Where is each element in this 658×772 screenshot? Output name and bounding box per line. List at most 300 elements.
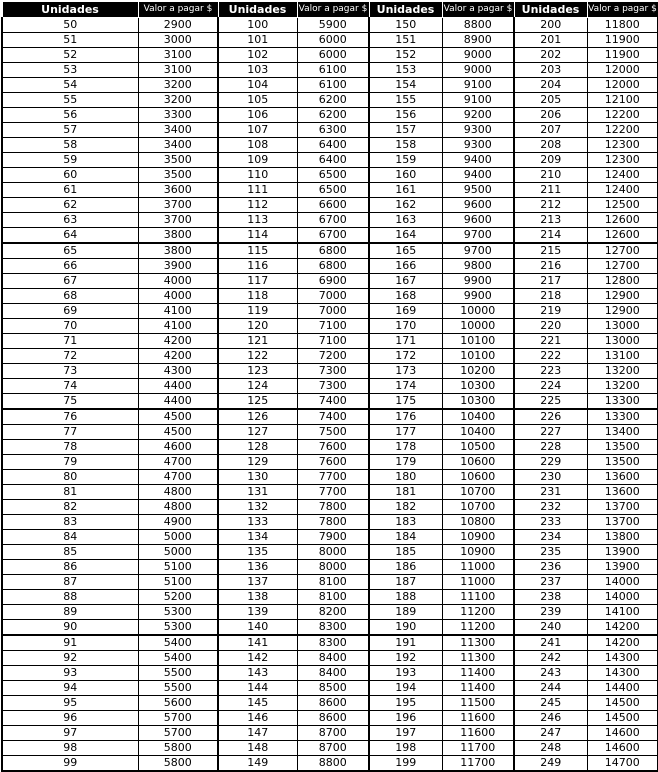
amount-cell: 14300 [587,666,658,681]
table-row [2,666,658,681]
amount-cell: 4800 [138,485,218,500]
amount-cell: 8100 [297,575,369,590]
units-cell: 81 [2,485,138,500]
amount-cell: 5500 [138,681,218,696]
units-cell: 193 [369,666,442,681]
amount-cell: 7800 [297,515,369,530]
units-cell: 54 [2,78,138,93]
units-cell: 230 [514,470,587,485]
units-cell: 118 [218,289,297,304]
amount-cell: 4400 [138,394,218,410]
amount-cell: 11700 [442,741,514,756]
table-row [2,394,658,410]
amount-cell: 10000 [442,304,514,319]
amount-cell: 12300 [587,138,658,153]
units-cell: 52 [2,48,138,63]
units-cell: 125 [218,394,297,410]
units-cell: 176 [369,409,442,425]
units-cell: 131 [218,485,297,500]
amount-cell: 10700 [442,485,514,500]
amount-cell: 12100 [587,93,658,108]
table-row [2,651,658,666]
amount-cell: 13000 [587,334,658,349]
units-cell: 66 [2,259,138,274]
units-cell: 246 [514,711,587,726]
amount-cell: 5200 [138,590,218,605]
amount-cell: 13200 [587,364,658,379]
units-cell: 63 [2,213,138,228]
units-cell: 73 [2,364,138,379]
units-cell: 111 [218,183,297,198]
amount-cell: 8000 [297,560,369,575]
amount-cell: 3400 [138,138,218,153]
units-cell: 245 [514,696,587,711]
table-row [2,635,658,651]
amount-cell: 10700 [442,500,514,515]
amount-cell: 13400 [587,425,658,440]
amount-cell: 3000 [138,33,218,48]
units-cell: 101 [218,33,297,48]
units-cell: 80 [2,470,138,485]
amount-cell: 11500 [442,696,514,711]
units-cell: 75 [2,394,138,410]
units-cell: 155 [369,93,442,108]
units-cell: 77 [2,425,138,440]
amount-cell: 10400 [442,409,514,425]
amount-cell: 12900 [587,304,658,319]
units-cell: 60 [2,168,138,183]
amount-cell: 11800 [587,18,658,33]
units-cell: 129 [218,455,297,470]
units-cell: 149 [218,756,297,772]
units-cell: 167 [369,274,442,289]
amount-cell: 7800 [297,500,369,515]
units-cell: 152 [369,48,442,63]
amount-cell: 12400 [587,183,658,198]
amount-cell: 3200 [138,78,218,93]
amount-cell: 3400 [138,123,218,138]
amount-cell: 7100 [297,334,369,349]
units-cell: 151 [369,33,442,48]
amount-cell: 6100 [297,78,369,93]
amount-cell: 7500 [297,425,369,440]
units-cell: 187 [369,575,442,590]
units-cell: 55 [2,93,138,108]
units-cell: 161 [369,183,442,198]
units-cell: 248 [514,741,587,756]
amount-cell: 5300 [138,605,218,620]
units-cell: 132 [218,500,297,515]
units-cell: 172 [369,349,442,364]
amount-cell: 14500 [587,711,658,726]
amount-cell: 10300 [442,394,514,410]
amount-cell: 3800 [138,243,218,259]
amount-cell: 8300 [297,635,369,651]
units-cell: 61 [2,183,138,198]
table-row [2,726,658,741]
amount-cell: 6400 [297,138,369,153]
table-row [2,470,658,485]
amount-cell: 7100 [297,319,369,334]
amount-cell: 6600 [297,198,369,213]
units-cell: 79 [2,455,138,470]
amount-cell: 11200 [442,605,514,620]
amount-cell: 9600 [442,213,514,228]
amount-cell: 3100 [138,63,218,78]
amount-cell: 10100 [442,334,514,349]
units-cell: 64 [2,228,138,244]
amount-cell: 3200 [138,93,218,108]
units-cell: 197 [369,726,442,741]
units-cell: 188 [369,590,442,605]
units-cell: 239 [514,605,587,620]
amount-cell: 8400 [297,651,369,666]
amount-cell: 11400 [442,681,514,696]
table-row [2,334,658,349]
units-header: Unidades [2,2,138,18]
amount-cell: 7600 [297,455,369,470]
units-cell: 243 [514,666,587,681]
units-cell: 233 [514,515,587,530]
amount-cell: 14000 [587,575,658,590]
units-cell: 62 [2,198,138,213]
amount-cell: 4900 [138,515,218,530]
table-row [2,440,658,455]
table-row [2,319,658,334]
units-cell: 209 [514,153,587,168]
amount-cell: 12000 [587,78,658,93]
amount-cell: 9400 [442,153,514,168]
amount-cell: 3600 [138,183,218,198]
units-cell: 82 [2,500,138,515]
units-cell: 198 [369,741,442,756]
amount-cell: 12200 [587,123,658,138]
units-cell: 226 [514,409,587,425]
amount-cell: 14600 [587,726,658,741]
units-cell: 113 [218,213,297,228]
units-cell: 224 [514,379,587,394]
amount-cell: 13800 [587,530,658,545]
units-cell: 85 [2,545,138,560]
table-body [2,18,658,772]
units-cell: 120 [218,319,297,334]
amount-cell: 7900 [297,530,369,545]
amount-cell: 14200 [587,620,658,636]
amount-cell: 13000 [587,319,658,334]
amount-cell: 8600 [297,711,369,726]
amount-cell: 5400 [138,635,218,651]
units-cell: 70 [2,319,138,334]
amount-cell: 5500 [138,666,218,681]
units-cell: 213 [514,213,587,228]
amount-cell: 4700 [138,470,218,485]
price-table [1,1,658,772]
units-cell: 117 [218,274,297,289]
units-cell: 110 [218,168,297,183]
amount-cell: 4000 [138,289,218,304]
table-row [2,485,658,500]
table-row [2,138,658,153]
amount-cell: 11900 [587,48,658,63]
units-cell: 56 [2,108,138,123]
amount-cell: 5900 [297,18,369,33]
amount-cell: 5700 [138,726,218,741]
units-cell: 247 [514,726,587,741]
amount-cell: 7300 [297,364,369,379]
units-cell: 133 [218,515,297,530]
amount-cell: 14000 [587,590,658,605]
amount-cell: 5700 [138,711,218,726]
units-cell: 142 [218,651,297,666]
units-cell: 203 [514,63,587,78]
table-row [2,123,658,138]
table-row [2,741,658,756]
units-cell: 136 [218,560,297,575]
units-cell: 134 [218,530,297,545]
amount-cell: 3100 [138,48,218,63]
units-cell: 147 [218,726,297,741]
amount-cell: 8200 [297,605,369,620]
units-cell: 169 [369,304,442,319]
amount-cell: 13600 [587,485,658,500]
units-cell: 72 [2,349,138,364]
amount-cell: 5800 [138,741,218,756]
amount-cell: 7400 [297,409,369,425]
amount-cell: 7700 [297,485,369,500]
table-row [2,515,658,530]
amount-cell: 8600 [297,696,369,711]
amount-cell: 10400 [442,425,514,440]
amount-cell: 2900 [138,18,218,33]
units-cell: 88 [2,590,138,605]
amount-cell: 9800 [442,259,514,274]
units-cell: 175 [369,394,442,410]
units-cell: 214 [514,228,587,244]
amount-cell: 7300 [297,379,369,394]
amount-cell: 13300 [587,409,658,425]
amount-cell: 4100 [138,304,218,319]
units-cell: 227 [514,425,587,440]
units-cell: 185 [369,545,442,560]
units-cell: 91 [2,635,138,651]
units-cell: 99 [2,756,138,772]
units-cell: 205 [514,93,587,108]
units-cell: 135 [218,545,297,560]
table-row [2,18,658,33]
units-cell: 126 [218,409,297,425]
units-cell: 190 [369,620,442,636]
units-cell: 94 [2,681,138,696]
amount-cell: 9000 [442,63,514,78]
table-row [2,48,658,63]
table-row [2,620,658,636]
units-cell: 223 [514,364,587,379]
units-cell: 89 [2,605,138,620]
amount-cell: 8100 [297,590,369,605]
amount-cell: 11300 [442,651,514,666]
amount-cell: 6700 [297,228,369,244]
units-cell: 83 [2,515,138,530]
units-cell: 84 [2,530,138,545]
amount-cell: 10900 [442,545,514,560]
table-row [2,274,658,289]
units-cell: 208 [514,138,587,153]
amount-cell: 9100 [442,93,514,108]
table-row [2,168,658,183]
units-cell: 90 [2,620,138,636]
table-row [2,605,658,620]
units-cell: 162 [369,198,442,213]
units-cell: 168 [369,289,442,304]
amount-cell: 4500 [138,409,218,425]
units-cell: 156 [369,108,442,123]
units-cell: 163 [369,213,442,228]
amount-cell: 13600 [587,470,658,485]
amount-cell: 14500 [587,696,658,711]
units-cell: 68 [2,289,138,304]
table-row [2,153,658,168]
amount-cell: 6800 [297,243,369,259]
amount-cell: 13500 [587,440,658,455]
amount-cell: 13200 [587,379,658,394]
table-row [2,93,658,108]
units-cell: 145 [218,696,297,711]
amount-cell: 9400 [442,168,514,183]
amount-cell: 5300 [138,620,218,636]
amount-cell: 12500 [587,198,658,213]
units-cell: 97 [2,726,138,741]
units-cell: 204 [514,78,587,93]
amount-cell: 12400 [587,168,658,183]
amount-cell: 10500 [442,440,514,455]
amount-cell: 8700 [297,726,369,741]
amount-cell: 4300 [138,364,218,379]
units-cell: 78 [2,440,138,455]
units-cell: 177 [369,425,442,440]
amount-cell: 12600 [587,228,658,244]
units-cell: 67 [2,274,138,289]
units-cell: 140 [218,620,297,636]
header-row [2,2,658,18]
units-cell: 59 [2,153,138,168]
amount-cell: 8800 [442,18,514,33]
units-cell: 195 [369,696,442,711]
amount-cell: 4200 [138,334,218,349]
table-row [2,455,658,470]
table-row [2,696,658,711]
units-cell: 137 [218,575,297,590]
amount-header: Valor a pagar $ [442,2,514,18]
units-cell: 122 [218,349,297,364]
amount-cell: 9900 [442,274,514,289]
units-cell: 235 [514,545,587,560]
units-cell: 199 [369,756,442,772]
amount-cell: 9900 [442,289,514,304]
amount-cell: 3800 [138,228,218,244]
units-header: Unidades [218,2,297,18]
units-cell: 194 [369,681,442,696]
amount-cell: 9300 [442,138,514,153]
units-cell: 183 [369,515,442,530]
units-cell: 237 [514,575,587,590]
amount-header: Valor a pagar $ [587,2,658,18]
units-cell: 174 [369,379,442,394]
units-cell: 173 [369,364,442,379]
amount-cell: 8500 [297,681,369,696]
units-cell: 196 [369,711,442,726]
amount-cell: 11200 [442,620,514,636]
amount-cell: 6800 [297,259,369,274]
units-cell: 153 [369,63,442,78]
amount-cell: 6300 [297,123,369,138]
table-row [2,500,658,515]
amount-cell: 14700 [587,756,658,772]
units-cell: 178 [369,440,442,455]
table-row [2,349,658,364]
units-cell: 234 [514,530,587,545]
units-header: Unidades [369,2,442,18]
amount-cell: 11600 [442,711,514,726]
amount-cell: 6000 [297,33,369,48]
units-cell: 93 [2,666,138,681]
amount-cell: 9500 [442,183,514,198]
amount-cell: 3900 [138,259,218,274]
amount-cell: 12700 [587,259,658,274]
table-row [2,183,658,198]
amount-cell: 9000 [442,48,514,63]
units-cell: 164 [369,228,442,244]
units-cell: 201 [514,33,587,48]
units-cell: 143 [218,666,297,681]
amount-cell: 7200 [297,349,369,364]
amount-cell: 14300 [587,651,658,666]
units-cell: 50 [2,18,138,33]
units-cell: 119 [218,304,297,319]
amount-cell: 13100 [587,349,658,364]
table-row [2,289,658,304]
amount-cell: 11100 [442,590,514,605]
units-cell: 180 [369,470,442,485]
amount-cell: 5000 [138,530,218,545]
units-cell: 210 [514,168,587,183]
amount-cell: 11400 [442,666,514,681]
units-cell: 240 [514,620,587,636]
amount-cell: 11700 [442,756,514,772]
table-row [2,243,658,259]
units-cell: 148 [218,741,297,756]
units-cell: 189 [369,605,442,620]
table-row [2,228,658,244]
units-cell: 96 [2,711,138,726]
units-cell: 221 [514,334,587,349]
units-cell: 71 [2,334,138,349]
amount-cell: 12000 [587,63,658,78]
amount-cell: 11900 [587,33,658,48]
units-cell: 231 [514,485,587,500]
units-cell: 98 [2,741,138,756]
units-cell: 146 [218,711,297,726]
amount-cell: 5800 [138,756,218,772]
amount-cell: 12800 [587,274,658,289]
table-row [2,33,658,48]
amount-cell: 12700 [587,243,658,259]
units-cell: 127 [218,425,297,440]
units-cell: 212 [514,198,587,213]
units-cell: 192 [369,651,442,666]
amount-cell: 3500 [138,168,218,183]
units-cell: 181 [369,485,442,500]
table-row [2,756,658,772]
